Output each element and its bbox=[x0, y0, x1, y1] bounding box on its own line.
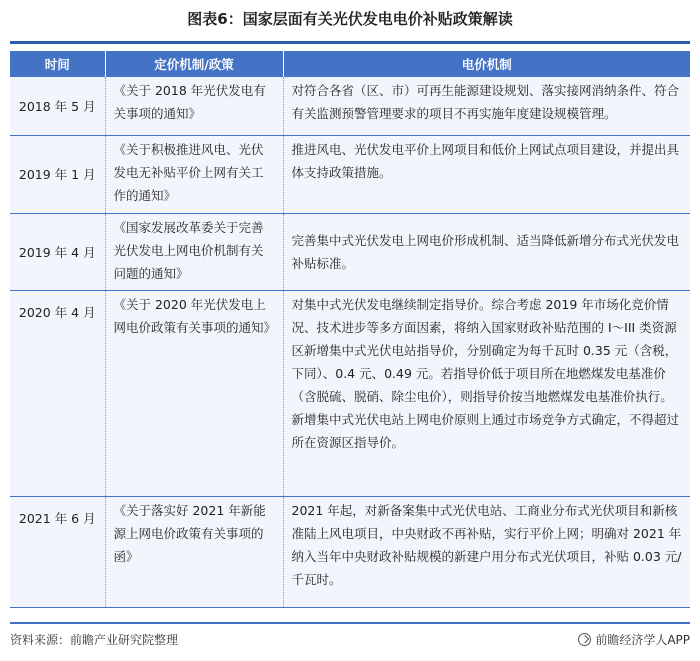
cell-time: 2019 年 1 月 bbox=[10, 136, 105, 214]
top-rule bbox=[10, 41, 690, 44]
table-row bbox=[10, 77, 690, 136]
cell-mechanism: 对符合各省（区、市）可再生能源建设规划、落实接网消纳条件、符合有关监测预警管理要求的项目不再实施年度建设规模管理。 bbox=[283, 77, 690, 136]
header-time: 时间 bbox=[10, 51, 105, 77]
table-row bbox=[10, 497, 690, 608]
header-policy: 定价机制/政策 bbox=[105, 51, 283, 77]
header-mechanism: 电价机制 bbox=[283, 51, 690, 77]
cell-policy: 《关于 2020 年光伏发电上网电价政策有关事项的通知》 bbox=[105, 291, 283, 497]
brand-logo-icon bbox=[578, 633, 591, 646]
source-note: 资料来源：前瞻产业研究院整理 bbox=[10, 633, 179, 647]
chart-title: 图表6：国家层面有关光伏发电电价补贴政策解读 bbox=[187, 10, 513, 28]
cell-policy: 《关于 2018 年光伏发电有关事项的通知》 bbox=[105, 77, 283, 136]
cell-time: 2021 年 6 月 bbox=[10, 497, 105, 608]
cell-mechanism: 完善集中式光伏发电上网电价形成机制、适当降低新增分布式光伏发电补贴标准。 bbox=[283, 214, 690, 291]
cell-policy: 《国家发展改革委关于完善光伏发电上网电价机制有关问题的通知》 bbox=[105, 214, 283, 291]
table-row bbox=[10, 136, 690, 214]
bottom-rule bbox=[10, 622, 690, 624]
policy-table bbox=[10, 51, 690, 608]
cell-time: 2020 年 4 月 bbox=[10, 291, 105, 497]
cell-time: 2019 年 4 月 bbox=[10, 214, 105, 291]
cell-mechanism: 2021 年起，对新备案集中式光伏电站、工商业分布式光伏项目和新核准陆上风电项目，中央财政不再补贴，实行平价上网；明确对 2021 年纳入当年中央财政补贴规模的新建户用分布式光伏项目，补贴 0.03 元/千瓦时。 bbox=[283, 497, 690, 608]
cell-policy: 《关于积极推进风电、光伏发电无补贴平价上网有关工作的通知》 bbox=[105, 136, 283, 214]
cell-policy: 《关于落实好 2021 年新能源上网电价政策有关事项的函》 bbox=[105, 497, 283, 608]
cell-time: 2018 年 5 月 bbox=[10, 77, 105, 136]
cell-mechanism: 对集中式光伏发电继续制定指导价。综合考虑 2019 年市场化竞价情况、技术进步等多方面因素，将纳入国家财政补贴范围的 I～III 类资源区新增集中式光伏电站指导价，分别确定为每千瓦时 0.35 元（含税，下同）、0.4 元、0.49 元。若指导价低于项目所在地燃煤发电基准价（含脱硫、脱硝、除尘电价），则指导价按当地燃煤发电基准价执行。新增集中式光伏电站上网电价原则上通过市场竞争方式确定，不得超过所在资源区指导价。 bbox=[283, 291, 690, 497]
table-row bbox=[10, 291, 690, 497]
brand-label: 前瞻经济学人APP bbox=[595, 633, 690, 647]
cell-mechanism: 推进风电、光伏发电平价上网项目和低价上网试点项目建设，并提出具体支持政策措施。 bbox=[283, 136, 690, 214]
brand-credit bbox=[578, 631, 690, 648]
table-header-row bbox=[10, 51, 690, 77]
table-row bbox=[10, 214, 690, 291]
